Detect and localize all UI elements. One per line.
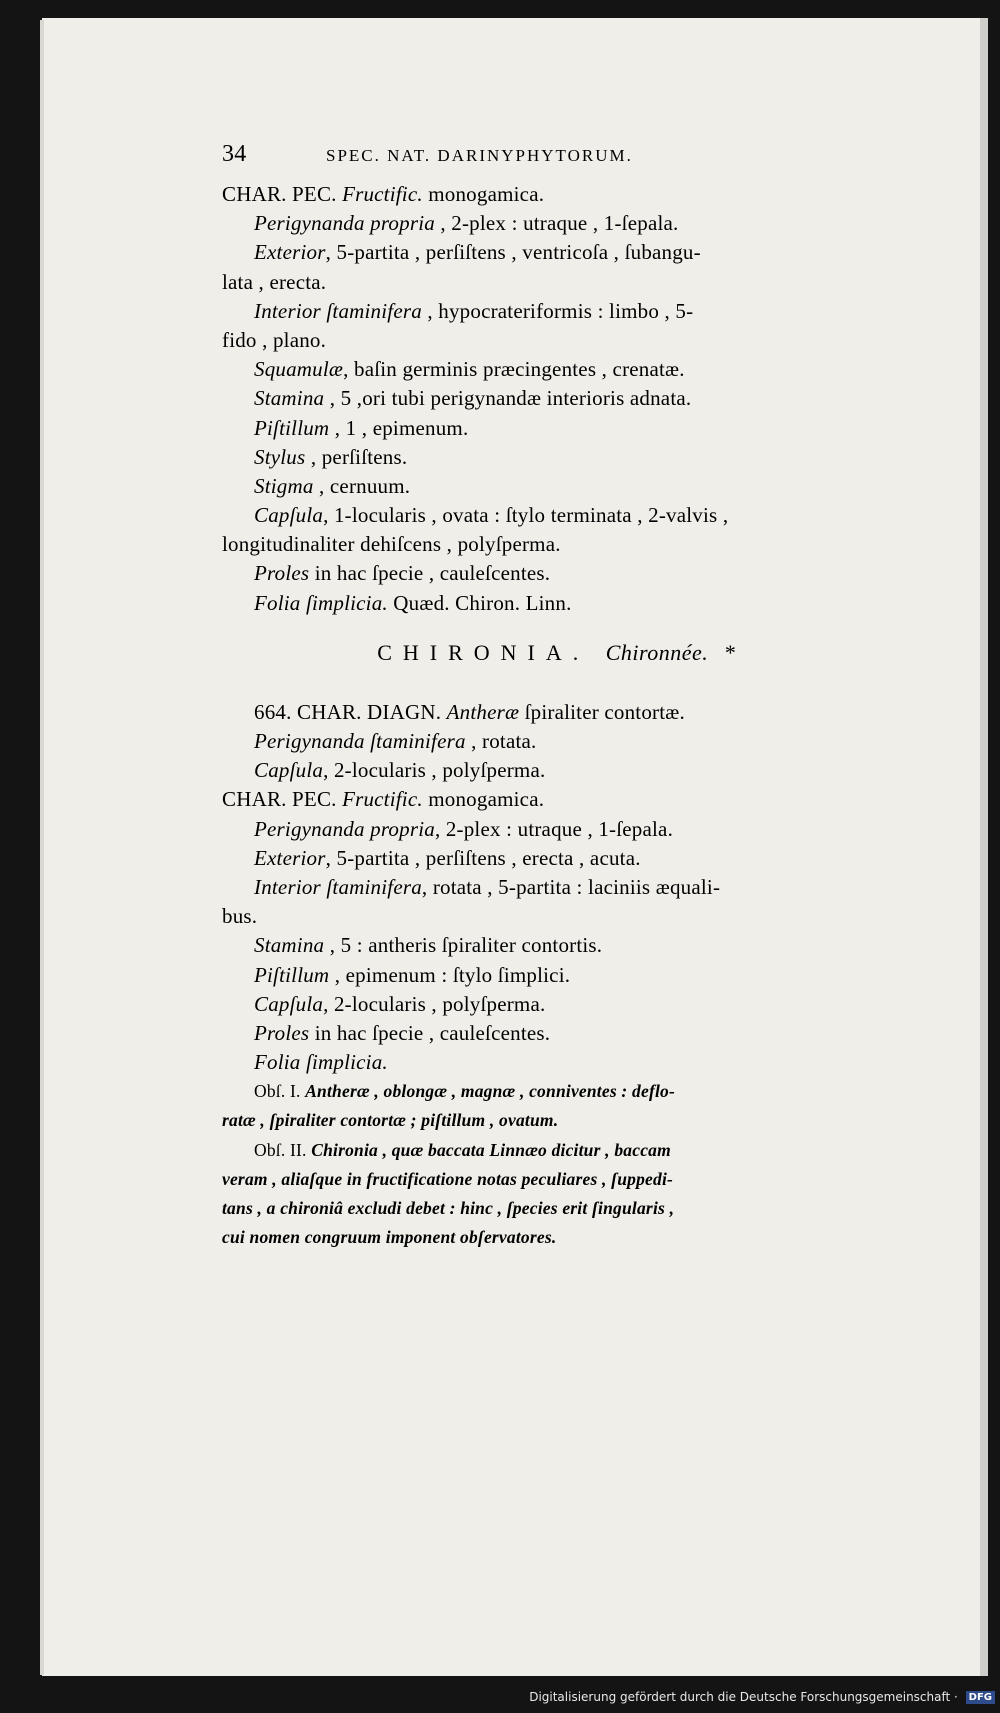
observations [222, 1077, 902, 1252]
text-line: Squamulæ, baſin germinis præcingentes , crenatæ. [254, 357, 685, 382]
credit-text: Digitalisierung gefördert durch die Deutsche Forschungsgemeinschaft · [529, 1690, 962, 1704]
text-line: longitudinaliter dehiſcens , polyſperma. [222, 532, 561, 557]
text-line: lata , erecta. [222, 269, 327, 294]
text-line: Stamina , 5 : antheris ſpiraliter contortis. [254, 933, 603, 958]
text-line: Piſtillum , 1 , epimenum. [254, 415, 469, 440]
text-line: Capſula, 2-locularis , polyſperma. [254, 991, 546, 1016]
genus-name: CHIRONIA. [377, 639, 590, 665]
text-line: Obſ. I. Antheræ , oblongæ , magnæ , conniventes : deflo- [254, 1081, 676, 1102]
page-number: 34 [222, 141, 247, 167]
text-line: Exterior, 5-partita , perſiſtens , ventricoſa , ſubangu- [254, 240, 701, 265]
genus-heading [222, 638, 902, 678]
page-edge-right [980, 18, 988, 1676]
text-line: bus. [222, 904, 258, 929]
text-line: Stamina , 5 ,ori tubi perigynandæ interioris adnata. [254, 386, 692, 411]
text-line: Proles in hac ſpecie , cauleſcentes. [254, 1020, 551, 1045]
text-line: Stylus , perſiſtens. [254, 444, 408, 469]
text-line: Interior ſtaminifera, rotata , 5-partita : laciniis æquali- [254, 874, 721, 899]
text-line: Folia ſimplicia. Quæd. Chiron. Linn. [254, 590, 572, 615]
page-text [222, 140, 902, 1252]
spacer [222, 678, 902, 698]
text-line: Piſtillum , epimenum : ſtylo ſimplici. [254, 962, 571, 987]
section-chironia [222, 698, 902, 1077]
digitization-credit [0, 1690, 995, 1704]
text-line: Capſula, 2-locularis , polyſperma. [254, 758, 546, 783]
text-line: CHAR. PEC. Fructific. monogamica. [222, 787, 545, 812]
text-line: Perigynanda propria , 2-plex : utraque , 1-ſepala. [254, 211, 679, 236]
text-line: cui nomen congruum imponent obſervatores. [222, 1227, 557, 1248]
text-line: Proles in hac ſpecie , cauleſcentes. [254, 561, 551, 586]
text-line: Interior ſtaminifera , hypocrateriformis : limbo , 5- [254, 298, 694, 323]
text-line: fido , plano. [222, 327, 327, 352]
text-line: Folia ſimplicia. [254, 1050, 388, 1075]
text-line: ratæ , ſpiraliter contortæ ; piſtillum , ovatum. [222, 1110, 559, 1131]
running-header [222, 140, 902, 180]
text-line: Obſ. II. Chironia , quæ baccata Linnæo dicitur , baccam [254, 1139, 671, 1160]
text-line: Perigynanda propria, 2-plex : utraque , 1-ſepala. [254, 816, 674, 841]
page-edge-left [40, 20, 44, 1675]
text-line: Stigma , cernuum. [254, 473, 411, 498]
running-head-title: SPEC. NAT. DARINYPHYTORUM. [326, 146, 633, 165]
footnote-mark: * [708, 639, 747, 665]
text-line: Exterior, 5-partita , perſiſtens , erecta , acuta. [254, 845, 641, 870]
text-line: 664. CHAR. DIAGN. Antheræ ſpiraliter contortæ. [254, 699, 685, 724]
dfg-logo: DFG [966, 1691, 995, 1704]
text-line: CHAR. PEC. Fructific. monogamica. [222, 182, 545, 206]
genus-french-name: Chironnée. [605, 639, 709, 665]
section-char-pec-1 [222, 180, 902, 618]
text-line: tans , a chironiâ excludi debet : hinc , ſpecies erit ſingularis , [222, 1198, 675, 1218]
text-line: Perigynanda ſtaminifera , rotata. [254, 729, 537, 753]
text-line: Capſula, 1-locularis , ovata : ſtylo terminata , 2-valvis , [254, 503, 729, 528]
text-line: veram , aliaſque in fructificatione notas peculiares , ſuppedi- [222, 1168, 674, 1189]
